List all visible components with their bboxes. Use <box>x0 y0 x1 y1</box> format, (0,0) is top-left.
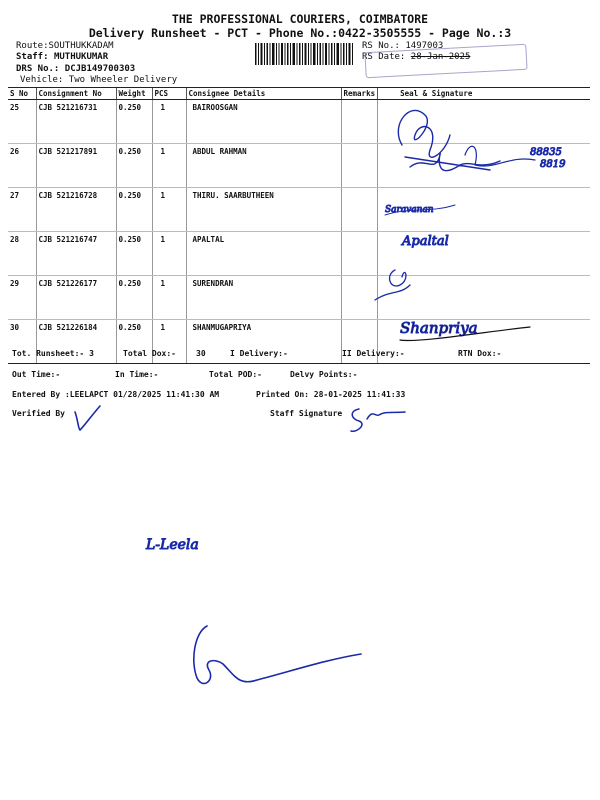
cell-sno: 26 <box>8 144 36 188</box>
route-value: SOUTHUKKADAM <box>48 41 114 51</box>
rtn-dox: RTN Dox:- <box>458 349 502 358</box>
col-weight: Weight <box>116 88 152 100</box>
cell-sno: 28 <box>8 232 36 276</box>
cell-sno: 30 <box>8 320 36 364</box>
printed-on: Printed On: 28-01-2025 11:41:33 <box>256 390 406 399</box>
total-pod: Total POD:- <box>209 370 262 379</box>
signature-row-29 <box>375 270 410 300</box>
runsheet-subtitle: Delivery Runsheet - PCT - Phone No.:0422-3505555 - Page No.:3 <box>88 26 512 40</box>
cell-pcs: 1 <box>152 188 186 232</box>
total-dox-value: 30 <box>196 349 206 358</box>
in-time: In Time:- <box>115 370 159 379</box>
cell-consignment: CJB 521226177 <box>36 276 116 320</box>
cell-consignee: THIRU. SAARBUTHEEN <box>186 188 341 232</box>
cell-weight: 0.250 <box>116 320 152 364</box>
staff-signature-mark <box>345 403 415 443</box>
col-consignment: Consignment No <box>36 88 116 100</box>
cell-consignment: CJB 521216747 <box>36 232 116 276</box>
rs-date-value: 28-Jan-2025 <box>410 52 471 62</box>
staff-line <box>16 52 108 62</box>
large-signature <box>185 620 385 690</box>
cell-consignee: ABDUL RAHMAN <box>186 144 341 188</box>
verified-by-label: Verified By <box>12 409 65 418</box>
handwritten-sign-leela: L-Leela <box>146 537 199 553</box>
cell-pcs: 1 <box>152 100 186 144</box>
handwritten-sign-row30: Shanpriya <box>400 319 478 337</box>
rs-no-label: RS No.: <box>362 41 400 51</box>
col-sno: S No <box>8 88 36 100</box>
handwritten-sign-row27: Saravanan <box>385 205 434 215</box>
signature-row-25 <box>398 110 450 157</box>
rs-date-label: RS Date: <box>362 52 406 62</box>
drs-line <box>16 64 135 74</box>
cell-consignment: CJB 521226184 <box>36 320 116 364</box>
vehicle-line <box>20 75 177 85</box>
handwritten-phone-note-line1: 88835 <box>530 147 562 158</box>
total-dox-label: Total Dox:- <box>123 349 176 358</box>
drs-value: DCJB149700303 <box>64 64 136 74</box>
cell-consignee: APALTAL <box>186 232 341 276</box>
cell-pcs: 1 <box>152 276 186 320</box>
cell-weight: 0.250 <box>116 232 152 276</box>
cell-pcs: 1 <box>152 144 186 188</box>
company-title: THE PROFESSIONAL COURIERS, COIMBATORE <box>171 12 429 26</box>
cell-consignment: CJB 521216728 <box>36 188 116 232</box>
staff-signature-label: Staff Signature <box>270 409 343 418</box>
signature-row-26 <box>405 153 500 170</box>
cell-consignment: CJB 521217891 <box>36 144 116 188</box>
tot-runsheet: Tot. Runsheet:- 3 <box>12 349 94 358</box>
verified-checkmark <box>60 400 120 440</box>
i-delivery: I Delivery:- <box>230 349 288 358</box>
cell-weight: 0.250 <box>116 188 152 232</box>
cell-weight: 0.250 <box>116 100 152 144</box>
cell-sno: 25 <box>8 100 36 144</box>
cell-weight: 0.250 <box>116 144 152 188</box>
col-consignee: Consignee Details <box>186 88 341 100</box>
table-signatures <box>370 95 600 355</box>
cell-pcs: 1 <box>152 320 186 364</box>
cell-sno: 27 <box>8 188 36 232</box>
cell-consignee: SURENDRAN <box>186 276 341 320</box>
footer-signature-leela <box>140 525 240 565</box>
entered-by: Entered By :LEELAPCT 01/28/2025 11:41:30 AM <box>12 390 220 399</box>
cell-consignment: CJB 521216731 <box>36 100 116 144</box>
vehicle-value: Two Wheeler Delivery <box>68 75 178 85</box>
cell-consignee: BAIROOSGAN <box>186 100 341 144</box>
drs-label: DRS No.: <box>16 64 60 74</box>
barcode <box>255 43 355 65</box>
route-label: Route: <box>16 41 49 51</box>
route-line <box>16 41 114 51</box>
col-pcs: PCS <box>152 88 186 100</box>
staff-label: Staff: <box>16 52 49 62</box>
cell-consignee: SHANMUGAPRIYA <box>186 320 341 364</box>
signature-row-26b <box>465 146 535 166</box>
cell-weight: 0.250 <box>116 276 152 320</box>
out-time: Out Time:- <box>12 370 61 379</box>
col-seal-signature: Seal & Signature <box>378 88 590 100</box>
vehicle-label: Vehicle: <box>20 75 64 85</box>
handwritten-sign-row28: Apaltal <box>402 234 449 249</box>
col-remarks: Remarks <box>341 88 378 100</box>
staff-value: MUTHUKUMAR <box>53 52 109 62</box>
delvy-points: Delvy Points:- <box>290 370 358 379</box>
handwritten-phone-note-line2: 8819 <box>540 159 566 170</box>
rs-no-value: 1497003 <box>405 41 444 51</box>
cell-sno: 29 <box>8 276 36 320</box>
cell-pcs: 1 <box>152 232 186 276</box>
ii-delivery: II Delivery:- <box>342 349 405 358</box>
